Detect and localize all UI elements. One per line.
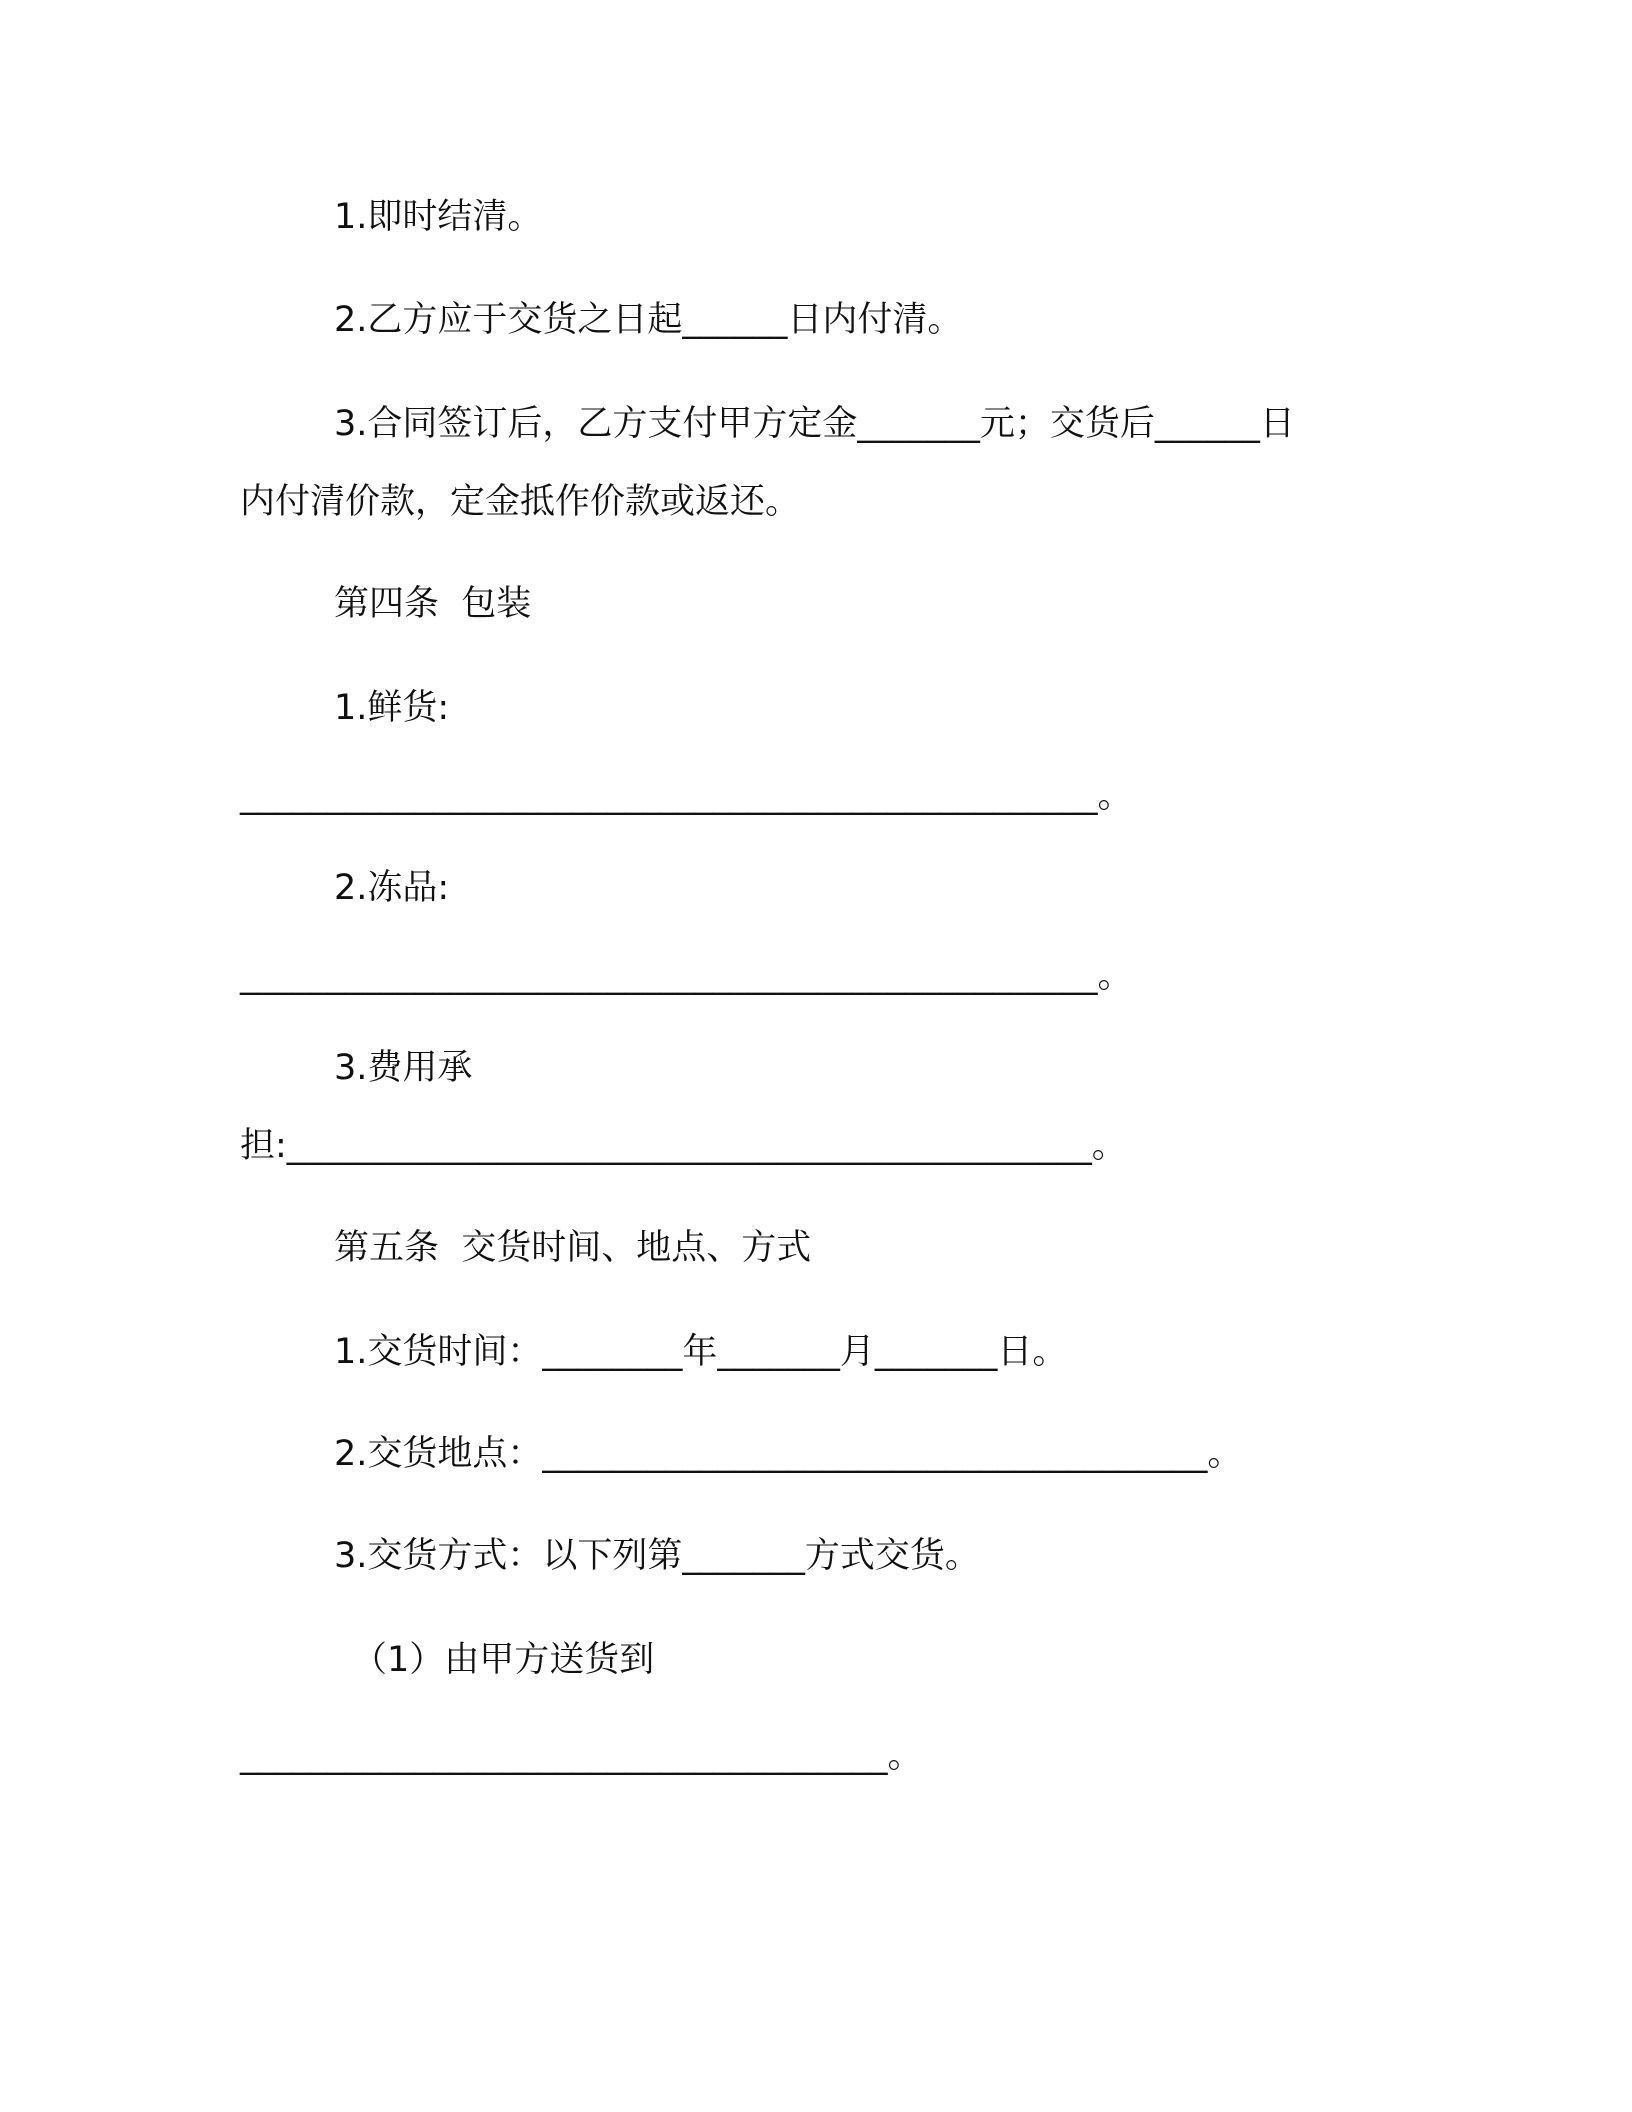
fresh-goods-label: 1.鲜货: — [334, 688, 450, 728]
delivery-option-1-blank: _____________________________________。 — [240, 1736, 923, 1776]
article-5-heading: 第五条 交货时间、地点、方式 — [334, 1228, 812, 1268]
delivery-method: 3.交货方式：以下列第_______方式交货。 — [334, 1536, 980, 1576]
payment-option-2: 2.乙方应于交货之日起______日内付清。 — [334, 300, 963, 340]
frozen-goods-blank: _________________________________________________。 — [240, 956, 1133, 996]
cost-bearing-label: 3.费用承 — [334, 1048, 473, 1088]
payment-option-1: 1.即时结清。 — [334, 197, 543, 237]
cost-bearing-blank: 担:______________________________________________。 — [240, 1126, 1127, 1166]
delivery-place: 2.交货地点：______________________________________。 — [334, 1434, 1243, 1474]
frozen-goods-label: 2.冻品: — [334, 868, 450, 908]
delivery-option-1: （1）由甲方送货到 — [352, 1640, 655, 1680]
payment-option-3: 3.合同签订后，乙方支付甲方定金_______元；交货后______日 — [334, 404, 1295, 444]
fresh-goods-blank: _________________________________________________。 — [240, 776, 1133, 816]
article-4-heading: 第四条 包装 — [334, 584, 532, 624]
payment-option-3-cont: 内付清价款，定金抵作价款或返还。 — [240, 482, 801, 522]
delivery-time: 1.交货时间：________年_______月_______日。 — [334, 1332, 1068, 1372]
